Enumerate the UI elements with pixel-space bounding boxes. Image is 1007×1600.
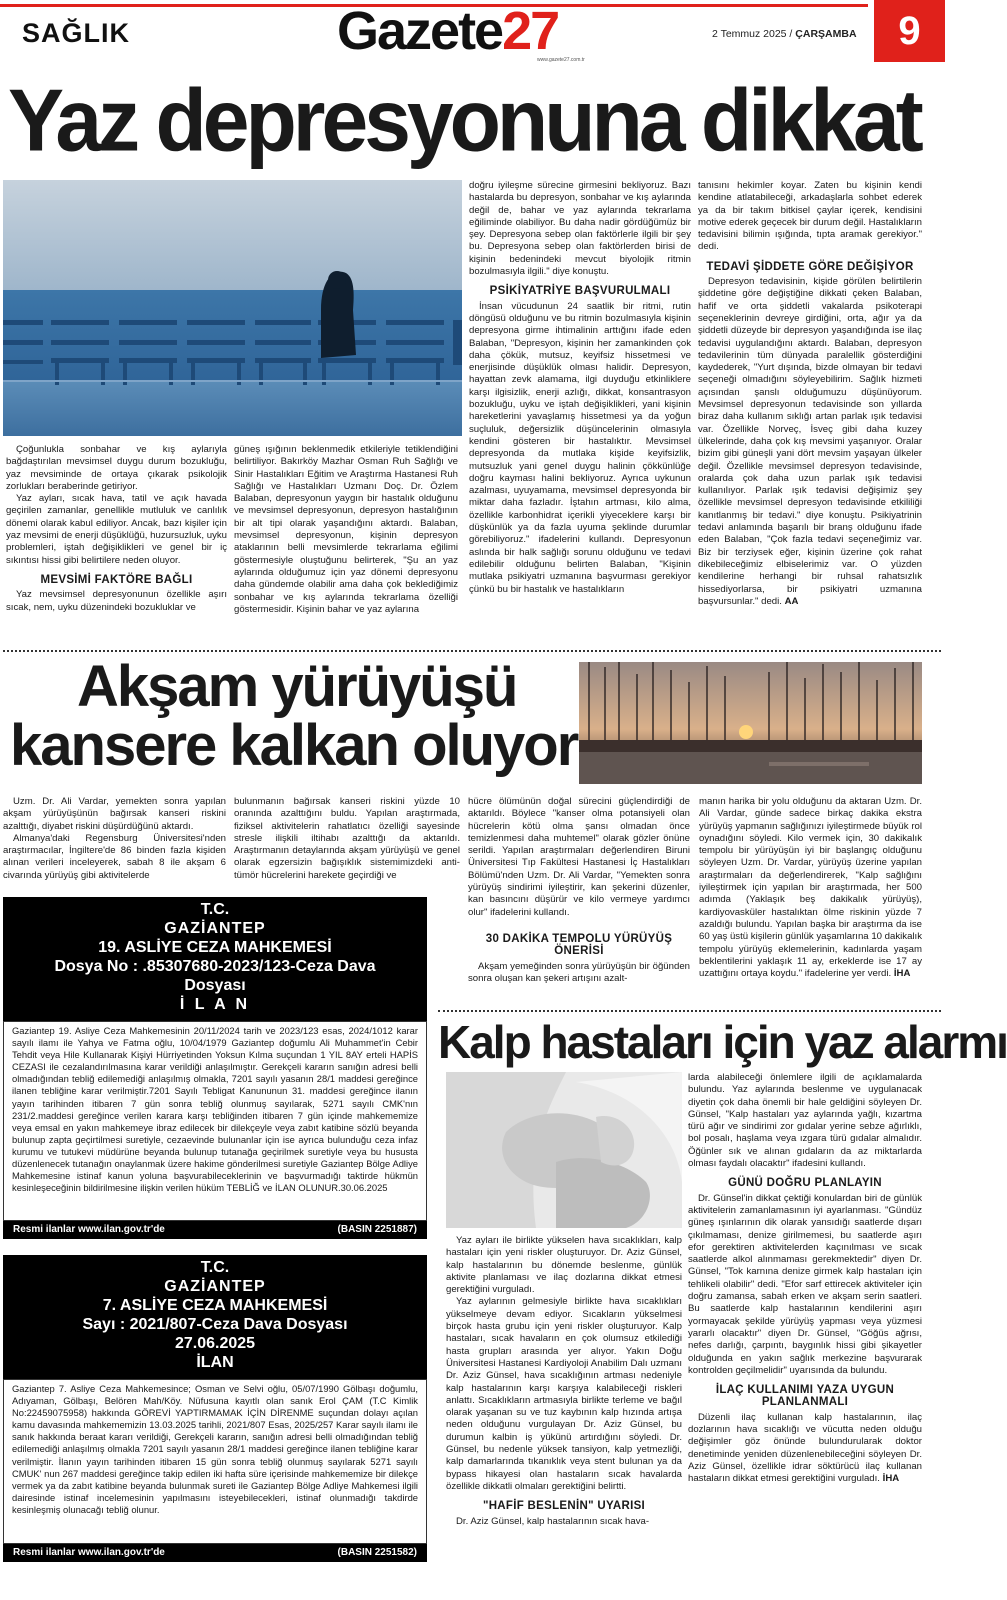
article2-col1: Uzm. Dr. Ali Vardar, yemekten sonra yapılan akşam yürüyüşünün bağırsak kanseri riskini azalttığı, diyabet riskini düşürdüğünü aktardı. Almanya'daki Regensburg Üniversitesi'nden araştırmacılar, İngiltere'de 86 binden fazla kişiden alınan verileri inceleyerek, sabah 8 ile akşam 6 civarında yürüyüş gibi aktivitelerde (3, 796, 226, 881)
court-notice-1-body: Gaziantep 19. Asliye Ceza Mahkemesinin 20/11/2024 tarih ve 2023/123 esas, 2024/1012 karar sayılı ilamı ile Yahya ve Fatma oğlu, 10/04/1979 Gaziantep doğumlu Ali Muhammet'in Cebir Tehdit veya Hile Kullanarak Kişiyi Hürriyetinden Yoksun Kılma suçundan 1 YIL 8AY erteli HAPİS CEZASI ile cezalandırılmasına karar verildiği anlaşılmıştır. Gerekçeli kararın sanığın adresi belli olmadığından tebliğ edilemediği anlaşılmış olmakla, 7201 sayılı yasanın 28/1 maddesi gereğince ilanen tebliğine karar verilmiştir.7201 Sayılı Tebligat Kanununun 31. maddesi gereğince ilanın yayın tarihinden itibaren 7 gün sonra tebliğ olunmuş sayılarak, 5271 sayılı CMK'nın 231/2.maddesi gereğince verilen karara karşı tebliğinden itibaren 7 gün içinde mahkememize veya emsal en yakın mahkemeye ibraz edilecek bir dilekçeyle veya zabıt katibine sözlü beyanda bulunup zapta geçirtilmesi suretiyle, cezaevinde bulunanlar için ise ayrıca bulunduğu ceza infaz kurumu ve tutukevi müdürüne beyanda bulunup tutanağa geçirilmek suretiyle veya bu hususta düzenlenecek tutanağın onaylanmak üzere hakime gönderilmesi suretiyle Gaziantep Bölge Adliye Mahkemesine istinaf kanun yoluna başvurabileceklerinin ve başvurmadığı taktirde hükmün kesinleşeceğinin bildirilmesine ilişkin verilen hüküm TEBLİĞ ve İLAN OLUNUR.30.06.2025 (3, 1021, 427, 1221)
subhead: PSİKİYATRİYE BAŞVURULMALI (489, 285, 671, 298)
article1-col4: tanısını hekimler koyar. Zaten bu kişinin kendi kendine atlatabileceği, arkadaşlarla sohbet ederek ya da bir takım bitkisel çaylar içerek, kendisini motive ederek geçecek bir durum değil. Hastalıkların tedavisini bilimin ışığında, tıpta aramak gerekiyor." dedi. TEDAVİ ŞİDDETE GÖRE DEĞİŞİYOR Depresyon tedavisinin, kişide görülen belirtilerin şiddetine göre değiştiğine dikkati çeken Balaban, hafif ve orta şiddetli vakalarda psikoterapi seçeneklerinin devreye girdiğini, orta, ağır ya da şiddetli düzeyde bir depresyon yaşandığında ise ilaç tedavisi uygulandığını aktardı. Balaban, depresyon tedavilerinin tüm dünyada paralellik gösterdiğini kaydederek, "Yurt dışında, bizde olmayan bir tedavi seçeneği olmadığını söyleyebilirim. Sağlık hizmeti açısından şanslı olduğumuzu düşünüyorum. Mevsimsel depresyonun tedavisinde son yıllarda biraz daha kullanım sıklığı artan parlak ışık tedavisi var. Özellikle Norveç, İsveç gibi daha kuzey ülkelerinde, daha çok kış mevsimi yaşanıyor. Oralar bizim gibi güneşli yani dört mevsim yaşayan ülkeler değil. Özellikle mevsimsel depresyon tedavisinde, oralarda çok daha uzun parlak ışık tedavisi kullanılıyor. Parlak ışık tedavisi değişimiz şey özellikle mevsimsel depresyon tedavisinde etkililiği kanıtlanmış bir tedavi." diye konuştu. Psikiyatrinin tedavi anlamında başarılı bir branş olduğunu ifade eden Balaban, "Çok fazla tedavi seçeneğimiz var. Biz bir terziysek eğer, kişinin üzerine çok rahat dikebileceğimiz elbiselerimiz var. O yüzden kendilerine herhangi bir ruhsal rahatsızlık hissediyorlarsa, bir psikiyatri uzmanına başvursunlar." dedi. AA (698, 180, 922, 607)
notice-source-link[interactable]: Resmi ilanlar www.ilan.gov.tr'de (13, 1547, 165, 1558)
logo-main: Gazete (337, 1, 503, 61)
logo-url: www.gazete27.com.tr (537, 57, 585, 63)
article1-photo (3, 180, 462, 436)
byline: İHA (893, 968, 911, 980)
court-notice-2-body: Gaziantep 7. Asliye Ceza Mahkemesince; Osman ve Selvi oğlu, 05/07/1990 Gölbaşı doğumlu, Adıyaman, Gölbaşı, Belören Mah/Köy. Nüfusuna kayıtlı olan sanık Erol ÇAM (T.C Kimlik No:22459075958) hakkında GÖREVİ YAPTIRMAMAK İÇİN DİRENME suçundan dolayı açılan kamu davasında mahkememizin 13.03.2025 tarihli, 2021/807 Esas, 2025/257 Karar sayılı ilamı ile sanık hakkında beraat kararı verildiği, Gerekçeli kararın, sanığın adresi belli olmadığından tebliğ edilemediği anlaşılmış olmakla 7201 sayılı yasanın 28/1 maddesi gereğince ilanen tebliğine karar verilmiştir. İlanın yayın tarihinden itibaren 15 gün sonra tebliğ olunmuş sayılarak 5271 sayılı CMUK' nun 267 maddesi gereğince takip edilen iki hafta süre içerisinde mahkememize bir dilekçe vermek ya da zabıt katibine beyanda bulunmak sureti ile Gaziantep Bölge Adliye Mahkemesi ilgili dairesinde istinaf incelemesinin yapılmasını isteyebilecekleri, istinaf olunmadığı takdirde kesinleşmiş olunacağı tebliğ olunur. (3, 1379, 427, 1544)
subhead: 30 DAKİKA TEMPOLU YÜRÜYÜŞ ÖNERİSİ (485, 932, 673, 958)
subhead: MEVSİMİ FAKTÖRE BAĞLI (40, 573, 193, 586)
notice-source-link[interactable]: Resmi ilanlar www.ilan.gov.tr'de (13, 1224, 165, 1235)
article2-photo (579, 662, 922, 784)
page-number: 9 (874, 0, 945, 62)
article1-col3: doğru iyileşme sürecine girmesini bekliyoruz. Bazı hastalarda bu depresyon, sonbahar ve kış aylarında değil de, bahar ve yaz aylarında tekrarlama eğiliminde olabiliyor. Bu daha nadir gördüğümüz bir şey. Depresyona sebep olan faktörlerle ilgili bir şey bu. Depresyona sebep olan faktörlerden birisi de kişinin bedenindeki mevcut biyolojik ritmin bozulmasıyla ilgili." diye konuştu. PSİKİYATRİYE BAŞVURULMALI İnsan vücudunun 24 saatlik bir ritmi, rutin döngüsü olduğunu ve bu ritmin bozulmasıyla kişinin depresyona girme ihtimalinin arttığını ifade eden Balaban, "Depresyon, kişinin her zamankinden çok daha çökük, mutsuz, keyifsiz hissetmesi ve enerjisinde düşüklük olması halidir. Depresyon, hayattan zevk alamama, ilgi duyduğu etkinliklere karşı ilgisizlik, enerji azlığı, dikkat, konsantrasyon bozukluğu, uyku ve iştah değişiklikleri, yani kişinin hareketlerini yavaşlamış hissetmesi ya da yoğun suçluluk, değersizlik düşüncelerinin olmasıyla kendini gösteren bir hastalıktır. Mevsimsel depresyonda da mutlaka kişide keyifsizlik, mutsuzluk yani genel duygu halinin çökkünlüğe doğru kayması halini bekliyoruz. Ayrıca uykunun azalması, uyuyamama, mevsimsel depresyonda bir miktar daha fazladır. İştahın artması, kilo alma, özellikle karbonhidrat içerikli yiyeceklere karşı bir düşkünlük ya da fazla uyuma şeklinde durumlar görebiliyoruz." ifadelerini kullandı. Depresyonun aslında bir halk sağlığı sorunu olduğunu ve tedavi edilebilir olduğunu belirten Balaban, "Kişinin mutlaka psikiyatri uzmanına başvurması gerekiyor çünkü bu bir hastalık ve hastalıkların (469, 180, 691, 595)
court-notice-2-footer: Resmi ilanlar www.ilan.gov.tr'de (BASIN 2251582) (3, 1544, 427, 1562)
subhead: TEDAVİ ŞİDDETE GÖRE DEĞİŞİYOR (706, 260, 914, 273)
byline: AA (784, 595, 799, 607)
article2-col2: bulunmanın bağırsak kanseri riskini yüzde 10 oranında azalttığını buldu. Yapılan araştırmada, fiziksel aktivitelerin rahatlatıcı özelliği sayesinde stresle ilişkili iltihabı azalttığı da aktarıldı. Araştırmanın detaylarında akşam yürüyüşü ve genel olarak egzersizin bağışıklık sistemimizdeki anti-tümör hücrelerini harekete geçirdiği ve (234, 796, 460, 881)
subhead: "HAFİF BESLENİN" UYARISI (482, 1500, 646, 1513)
court-notice-1-header: T.C. GAZİANTEP 19. ASLİYE CEZA MAHKEMESİ Dosya No : .85307680-2023/123-Ceza Dava Dosyası İ L A N (3, 897, 427, 1021)
article2-col4: manın harika bir yolu olduğunu da aktaran Uzm. Dr. Ali Vardar, günde sadece birkaç dakika ekstra yürüyüş yapmanın sağlığınızı iyileştirmede büyük rol oynadığını söyledi. Kilo vermek için, 30 dakikalık tempolu bir yürüyüşün iyi bir başlangıç olduğunu söyleyen Uzm. Dr. Vardar, yürüyüş üzerine yapılan araştırmaları da değerlendirerek, "Kalp sağlığını iyileştirmek için yapılan bir araştırmada, her 500 adımda (Yaklaşık beş dakikalık yürüyüş), kardiyovasküler hastalıktan ölme riskinin yüzde 7 azaldığı bulundu. Yapılan başka bir araştırma da ise 60 yaş üstü kişilerin günlük yaşamlarına 10 dakikalık tempolu yürüyüş eklemelerinin, kadınlarda yaşam beklentilerini yaklaşık 11 ay, erkeklerde ise 17 ay uzattığını ortaya koydu." ifadelerine yer verdi. İHA (699, 796, 922, 980)
court-notice-1-footer: Resmi ilanlar www.ilan.gov.tr'de (BASIN 2251887) (3, 1221, 427, 1239)
newspaper-logo[interactable] (337, 2, 605, 64)
subhead: GÜNÜ DOĞRU PLANLAYIN (728, 1177, 882, 1190)
article1-col1: Çoğunlukla sonbahar ve kış aylarıyla bağdaştırılan mevsimsel duygu durum bozukluğu, yaz mevsiminde de ortaya çıkarak psikolojik zorlukları beraberinde getiriyor. Yaz ayları, sıcak hava, tatil ve açık havada geçirilen zamanlar, genellikle mutluluk ve canlılık dönemi olarak kabul ediliyor. Ancak, bazı kişiler için yaz mevsimi de enerji düşüklüğü, huzursuzluk, uyku problemleri, iştah değişiklikleri ve genel bir iç sıkıntısı hissi gibi belirtilere neden oluyor. MEVSİMİ FAKTÖRE BAĞLI Yaz mevsimsel depresyonunun özellikle aşırı sıcak, nem, uyku düzenindeki bozukluklar ve (6, 444, 227, 613)
article1-col2: güneş ışığının beklenmedik etkileriyle tetiklendiğini belirtiliyor. Bakırköy Mazhar Osman Ruh Sağlığı ve Sinir Hastalıkları Eğitim ve Araştırma Hastanesi Ruh Sağlığı ve Hastalıkları Uzmanı Doç. Dr. Özlem Balaban, depresyonun yaygın bir hastalık olduğunu ve mevsimsel depresyonun, depresyon hastalığının bir alt tipi olarak yaşandığını aktardı. Balaban, mevsimsel depresyonun, kişinin depresyon ataklarının belli mevsimlerde tekrarlama eğilimi göstermesiyle oluştuğunu belirterek, "Şu an yaz aylarında olduğumuz için yaz dönemi depresyonu daha gündemde olabilir ama daha çok beklediğimiz sonbahar ve kış aylarında tekrarlama özelliği göstermesidir. Kişinin bahar ve yaz aylarına (234, 444, 458, 615)
issue-date: 2 Temmuz 2025 / ÇARŞAMBA (712, 28, 857, 40)
divider (3, 650, 941, 652)
article1-headline: Yaz depresyonuna dikkat (8, 70, 920, 170)
article3-col2: larda alabileceği önlemlere ilgili de açıklamalarda bulundu. Yaz aylarında beslenme ve uygulanacak diyetin çok daha önemli bir hale geldiğini söyleyen Dr. Günsel, "Kalp hastaları yaz aylarında yağlı, kızartma türü ağır ve sindirimi zor gıdalar yerine sebze ağırlıklı, bol posalı, haşlama veya ızgara türü gıdalar almalıdır. Öğünler sık ve alınan gıdaların da az miktarlarda olması faydalı olacaktır" ifadesini kullandı. GÜNÜ DOĞRU PLANLAYIN Dr. Günsel'in dikkat çektiği konulardan biri de günlük aktivitelerin zamanlamasının iyi ayarlanması. "Gündüz güneş ışınlarının dik olarak yansıdığı saatlerde dışarı çıkılmaması, denize girilmemesi, bu saatlerde aşırı efor gerektiren aktivitelerden kaçınılması ve sıcak saatlerde alkol alınmaması gerekmektedir" diyen Dr. Günsel, "Tok karnına denize girmek kalp hastaları için tehlikeli olabilir" dedi. "Efor sarf ettirecek aktiviteler için doğru zamansa, sabah erken ve akşam serin saatleri. Bu saatlerde kalp hastalarının kendilerini aşırı yormayacak şekilde yürüyüş yapması veya yüzmesi yararlı olacaktır" diyen Dr. Günsel, "Göğüs ağrısı, nefes darlığı, çarpıntı, baygınlık hissi gibi şikayetler olduğunda en yakın sağlık merkezine başvurarak kontrolden geçilmelidir" uyarısında da bulundu. İLAÇ KULLANIMI YAZA UYGUN PLANLANMALI Düzenli ilaç kullanan kalp hastalarının, ilaç dozlarının hava sıcaklığı ve vücutta neden olduğu değişimler göz önünde bulundurularak doktor denetiminde yeniden düzenlenebileceğini söyleyen Dr. Aziz Günsel, özellikle idrar söktürücü ilaç kullanan hastaların dikkat etmesi gerektiğini vurguladı. İHA (688, 1072, 922, 1485)
article2-col3: hücre ölümünün doğal sürecini güçlendirdiği de aktarıldı. Böylece "kanser olma potansiyeli olan hücrelerin kötü olma şansı olmadan önce temizlenmesi daha muhtemel" olarak gözler önüne serildi. Yapılan araştırmaları değerlendiren Biruni Üniversitesi Tıp Fakültesi Hastanesi İç Hastalıkları Bölümü'nden Uzm. Dr. Ali Vardar, "Yemekten sonra yürüyüş sindirimi iyileştirir, kan şekerini düzenler, kan basıncını düşürür ve kilo vermeye yardımcı olur" ifadelerini kullandı. 30 DAKİKA TEMPOLU YÜRÜYÜŞ ÖNERİSİ Akşam yemeğinden sonra yürüyüşün bir öğünden sonra oluşan kan şekeri artışını azalt- (468, 796, 690, 984)
section-label: SAĞLIK (22, 18, 131, 48)
article2-headline-line2: kansere kalkan oluyor (10, 713, 578, 778)
logo-number: 27 (502, 1, 559, 61)
article3-col1: Yaz ayları ile birlikte yükselen hava sıcaklıkları, kalp hastaları için yeni riskler oluşturuyor. Dr. Aziz Günsel, kalp hastalarının bu dönemde beslenme, günlük aktivite planlaması ve ilaç dozlarına dikkat etmesi gerektiğini vurguladı. Yaz aylarının gelmesiyle birlikte hava sıcaklıkları yükselmeye devam ediyor. Sıcakların yükselmesi birçok hasta grubu için yeni riskler oluşturuyor. Kalp hastaları, sıcak havaların en çok olumsuz etkilediği hasta grupları arasında yer alıyor. Yakın Doğu Üniversitesi Hastanesi Kardiyoloji Anabilim Dalı uzmanı Dr. Aziz Günsel, hava sıcaklığının artması nedeniyle kalp hastalarının karşı karşıya kalabileceği riskleri anlattı. Sıcaklıkların artmasıyla birlikte terleme ve bağıl olarak yaşanan su ve tuz kaybının kalp hızında artışa neden olduğunu vurgulayan Dr. Aziz Günsel, bu durumun kalbin iş yükünü artırdığını söyledi. Dr. Günsel, bu nedenle yüksek tansiyon, kalp yetmezliği, kalp damarlarında tıkanıklık veya stent bulunan ya da bypass hikayesi olan hastaların sıcak havalarda özellikle dikkatli olmaları gerektiğini belirtti. "HAFİF BESLENİN" UYARISI Dr. Aziz Günsel, kalp hastalarının sıcak hava- (446, 1235, 682, 1527)
article3-photo (446, 1072, 682, 1228)
court-notice-2-header: T.C. GAZİANTEP 7. ASLİYE CEZA MAHKEMESİ Sayı : 2021/807-Ceza Dava Dosyası 27.06.2025 İLAN (3, 1255, 427, 1379)
article3-headline: Kalp hastaları için yaz alarmı (438, 1016, 1007, 1068)
subhead: İLAÇ KULLANIMI YAZA UYGUN PLANLANMALI (715, 1384, 895, 1409)
article2-headline-line1: Akşam yürüyüşü (77, 654, 517, 719)
byline: İHA (882, 1473, 900, 1485)
